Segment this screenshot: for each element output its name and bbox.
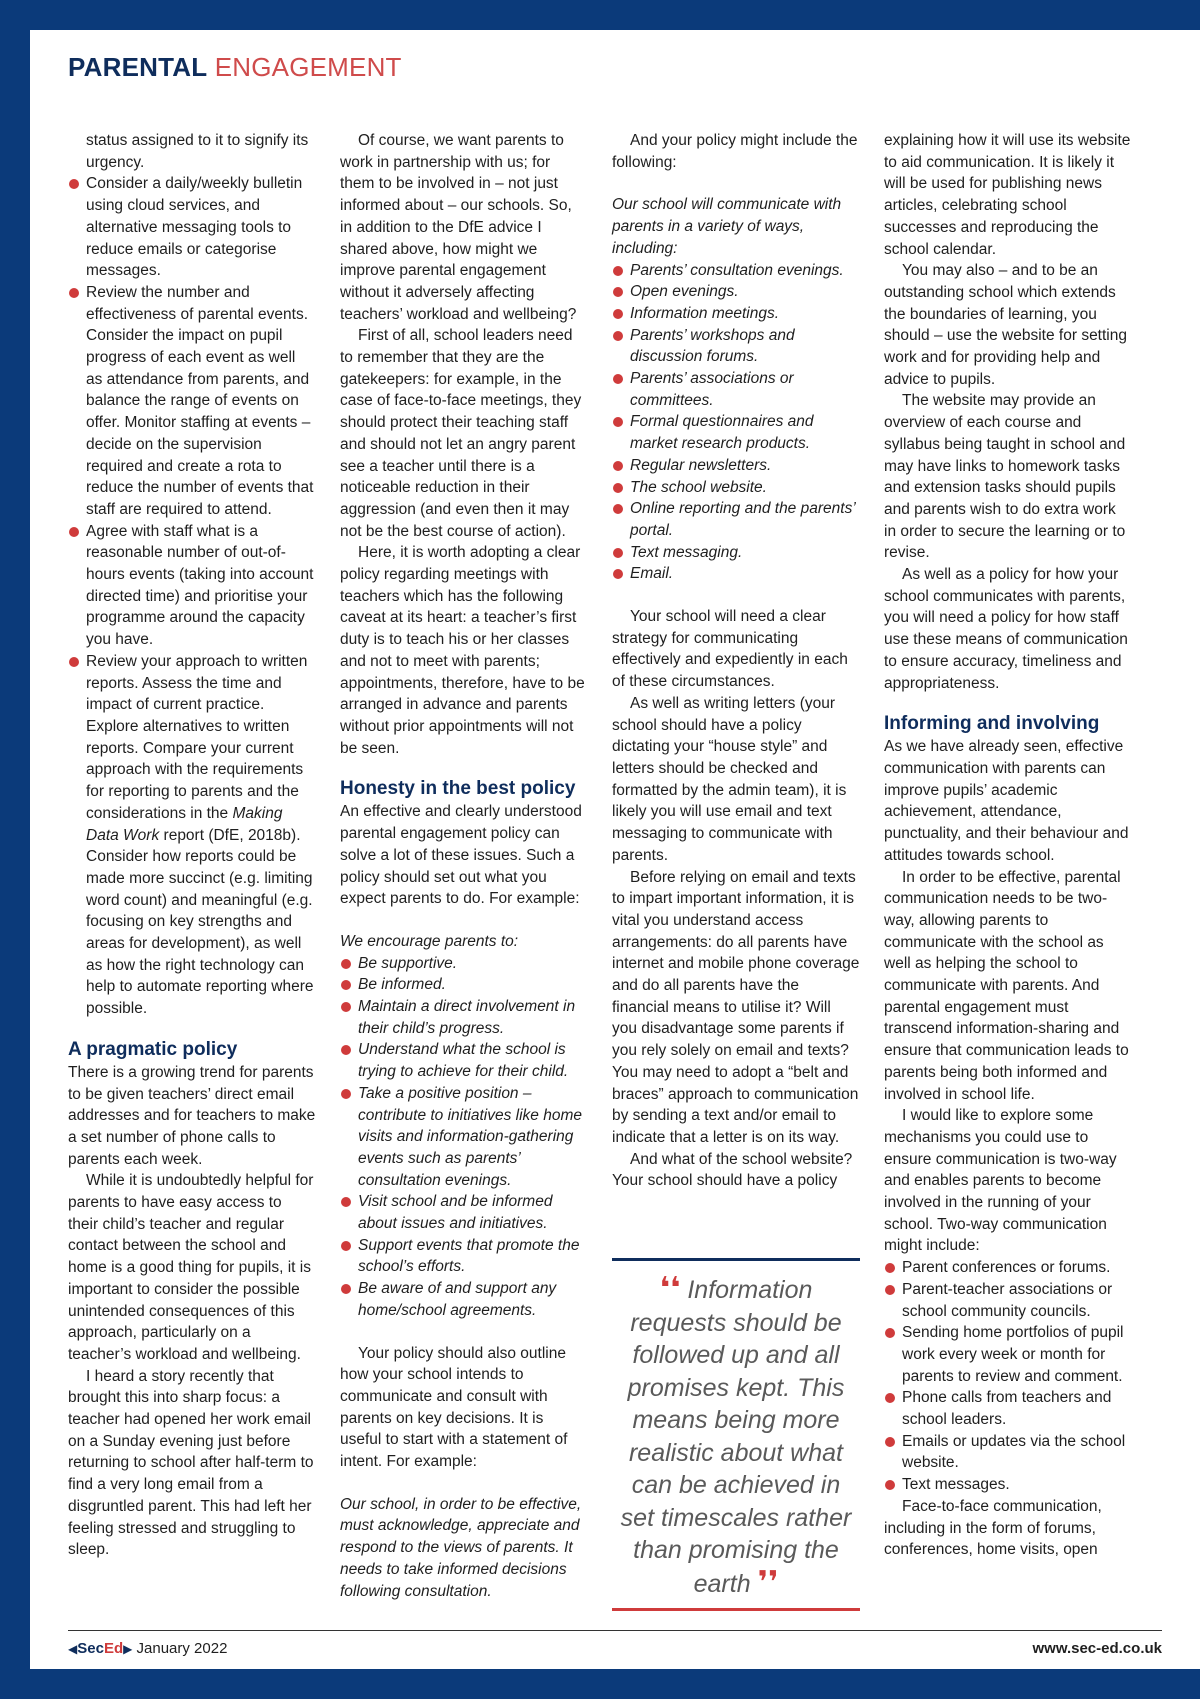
column-2: [340, 130, 588, 1602]
list-item: Maintain a direct involvement in their child’s progress.: [340, 996, 588, 1039]
italic-statement: Our school, in order to be effective, must acknowledge, appreciate and respond to the views of parents. It needs to take informed decisions following consultation.: [340, 1495, 582, 1600]
paragraph: Before relying on email and texts to impart important information, it is vital you understand access arrangements: do all parents have internet and mobile phone coverage and do all parents have the financial means to utilise it? Will you disadvantage some parents if you rely solely on email and texts? You may need to adopt a “belt and braces” approach to communication by sending a text and/or email to indicate that a letter is on its way.: [612, 868, 860, 1146]
brand-sec: Sec: [77, 1640, 104, 1657]
list-item: Agree with staff what is a reasonable number of out-of-hours events (taking into account directed time) and prioritise your programme around the capacity you have.: [68, 521, 316, 651]
list-item: Email.: [612, 563, 860, 585]
footer-url[interactable]: www.sec-ed.co.uk: [1032, 1640, 1162, 1657]
page: [30, 30, 1200, 1669]
header-title-light: ENGAGEMENT: [214, 52, 402, 82]
paragraph: I heard a story recently that brought this into sharp focus: a teacher had opened her work email on a Sunday evening just before returning to school after half-term to find a very long email from a disgruntled parent. This had left her feeling stressed and struggling to sleep.: [68, 1367, 314, 1559]
paragraph: explaining how it will use its website to aid communication. It is likely it will be used for publishing news articles, celebrating school successes and reproducing the school calendar.: [884, 132, 1131, 258]
list-intro: Our school will communicate with parents in a variety of ways, including:: [612, 196, 842, 257]
list-item: Be supportive.: [340, 953, 588, 975]
paragraph: You may also – and to be an outstanding school which extends the boundaries of learning, you should – use the website for setting work and for providing help and advice to pupils.: [884, 262, 1127, 388]
list-item: Be informed.: [340, 974, 588, 996]
column-4: [884, 130, 1132, 1561]
paragraph: As well as writing letters (your school should have a policy dictating your “house style” and letters should be checked and formatted by the admin team), it is likely you will use email and text messaging to communicate with parents.: [612, 694, 847, 864]
section-header: [68, 52, 402, 83]
list-item: Sending home portfolios of pupil work every week or month for parents to review and comment.: [884, 1322, 1132, 1387]
paragraph: An effective and clearly understood parental engagement policy can solve a lot of these issues. Such a policy should set out what you expect parents to do. For example:: [340, 803, 582, 908]
paragraph: While it is undoubtedly helpful for parents to have easy access to their child’s teacher and regular contact between the school and home is a good thing for pupils, it is important to consider the possible unintended consequences of this approach, particularly on a teacher’s workload and wellbeing.: [68, 1172, 314, 1363]
paragraph: And your policy might include the following:: [612, 132, 858, 171]
list-item: Take a positive position – contribute to initiatives like home visits and information-gathering events such as parents’ consultation evenings.: [340, 1083, 588, 1192]
paragraph: In order to be effective, parental communication needs to be two-way, allowing parents to communicate with the school as well as helping the school to communicate with parents. And parental engagement must transcend information-sharing and ensure that communication leads to parents being both informed and involved in school life.: [884, 868, 1129, 1103]
list-item: Parent-teacher associations or school community councils.: [884, 1279, 1132, 1322]
list-item: Be aware of and support any home/school agreements.: [340, 1278, 588, 1321]
paragraph: There is a growing trend for parents to be given teachers’ direct email addresses and for teachers to make a set number of phone calls to parents each week.: [68, 1063, 316, 1168]
close-quote-icon: ❜❜: [757, 1565, 779, 1599]
triangle-right-icon: ▶: [123, 1642, 133, 1656]
paragraph: Your policy should also outline how your school intends to communicate and consult with parents on key decisions. It is useful to start with a statement of intent. For example:: [340, 1344, 568, 1471]
list-item: Understand what the school is trying to achieve for their child.: [340, 1039, 588, 1082]
list-item: Review the number and effectiveness of parental events. Consider the impact on pupil progress of each event as well as attendance from parents, and balance the range of events on offer. Monitor staffing at events – decide on the supervision required and create a rota to reduce the number of events that staff are required to attend.: [68, 282, 316, 521]
list-item-text: report (DfE, 2018b). Consider how reports could be made more succinct (e.g. limiting word count) and meaningful (e.g. focusing on key strengths and areas for development), as well as how the right technology can help to automate reporting where possible.: [86, 826, 314, 1018]
list-item: Parents’ workshops and discussion forums.: [612, 325, 860, 368]
list-item: Emails or updates via the school website.: [884, 1431, 1132, 1474]
list-item: Information meetings.: [612, 303, 860, 325]
footer-divider: [68, 1630, 1162, 1631]
report-title: Making Data Work: [86, 804, 283, 844]
paragraph: First of all, school leaders need to remember that they are the gatekeepers: for example, in the case of face-to-face meetings, they should protect their teaching staff and should not let an angry parent see a teacher until there is a noticeable reduction in their aggression (and even then it may not be the best course of action).: [340, 327, 582, 540]
list-item: Online reporting and the parents’ portal.: [612, 498, 860, 541]
section-heading: Honesty in the best policy: [340, 778, 576, 800]
list-item: Parents’ consultation evenings.: [612, 260, 860, 282]
paragraph: Face-to-face communication, including in the form of forums, conferences, home visits, open: [884, 1497, 1102, 1559]
paragraph: The website may provide an overview of each course and syllabus being taught in school and may have links to homework tasks and extension tasks should pupils and parents wish to do extra work in order to secure the learning or to revise.: [884, 392, 1126, 562]
list-item: Open evenings.: [612, 281, 860, 303]
parents-list: [340, 953, 588, 1322]
bullet-continuation: status assigned to it to signify its urgency.: [86, 132, 309, 171]
list-item: Regular newsletters.: [612, 455, 860, 477]
list-item: Text messages.: [884, 1474, 1132, 1496]
list-item-text: Review your approach to written reports. Assess the time and impact of current practice. Explore alternatives to written reports. Compare your current approach with the requirements for reporting to parents and the considerations in the: [86, 652, 308, 822]
two-way-list: [884, 1257, 1132, 1496]
list-item: Support events that promote the school’s efforts.: [340, 1235, 588, 1278]
list-item: Formal questionnaires and market research products.: [612, 411, 860, 454]
pull-quote-text: Information requests should be followed up and all promises kept. This means being more realistic about what can be achieved in set timescales rather than promising the earth: [620, 1276, 852, 1598]
list-item: Phone calls from teachers and school leaders.: [884, 1387, 1132, 1430]
paragraph: Of course, we want parents to work in partnership with us; for them to be involved in – not just informed about – our schools. So, in addition to the DfE advice I shared above, how might we improve parental engagement without it adversely affecting teachers’ workload and wellbeing?: [340, 132, 577, 323]
list-item: Parents’ associations or committees.: [612, 368, 860, 411]
paragraph: As we have already seen, effective communication with parents can improve pupils’ academic achievement, attendance, punctuality, and their behaviour and attitudes towards school.: [884, 738, 1129, 864]
header-title-strong: PARENTAL: [68, 52, 208, 82]
brand-ed: Ed: [103, 1640, 124, 1657]
paragraph: As well as a policy for how your school communicates with parents, you will need a policy for how staff use these means of communication to ensure accuracy, timeliness and appropriateness.: [884, 566, 1128, 692]
list-item: [68, 651, 316, 1020]
paragraph: And what of the school website? Your school should have a policy: [612, 1150, 853, 1190]
list-item: Consider a daily/weekly bulletin using cloud services, and alternative messaging tools to reduce emails or categorise messages.: [68, 173, 316, 282]
paragraph: Here, it is worth adopting a clear policy regarding meetings with teachers which has the following caveat at its heart: a teacher’s first duty is to teach his or her classes and not to meet with parents; appointments, therefore, have to be arranged in advance and parents without prior appointments will not be seen.: [340, 544, 585, 757]
footer-brand: [68, 1640, 227, 1657]
issue-date: January 2022: [136, 1640, 228, 1657]
open-quote-icon: ❛❛: [659, 1272, 681, 1305]
list-intro: We encourage parents to:: [340, 932, 519, 950]
section-heading: A pragmatic policy: [68, 1038, 238, 1060]
list-item: Parent conferences or forums.: [884, 1257, 1132, 1279]
list-item: Visit school and be informed about issues and initiatives.: [340, 1191, 588, 1234]
recommendations-list: [68, 173, 316, 1019]
column-3: [612, 130, 860, 1192]
paragraph: I would like to explore some mechanisms you could use to ensure communication is two-way and enables parents to become involved in the running of your school. Two-way communication might include:: [884, 1107, 1117, 1255]
pull-quote: [612, 1258, 860, 1611]
triangle-left-icon: ◀: [68, 1642, 78, 1656]
list-item: The school website.: [612, 477, 860, 499]
paragraph: Your school will need a clear strategy for communicating effectively and expediently in each of these circumstances.: [612, 608, 848, 691]
communication-list: [612, 260, 860, 586]
list-item: Text messaging.: [612, 542, 860, 564]
column-1: [68, 130, 316, 1561]
section-heading: Informing and involving: [884, 713, 1100, 735]
